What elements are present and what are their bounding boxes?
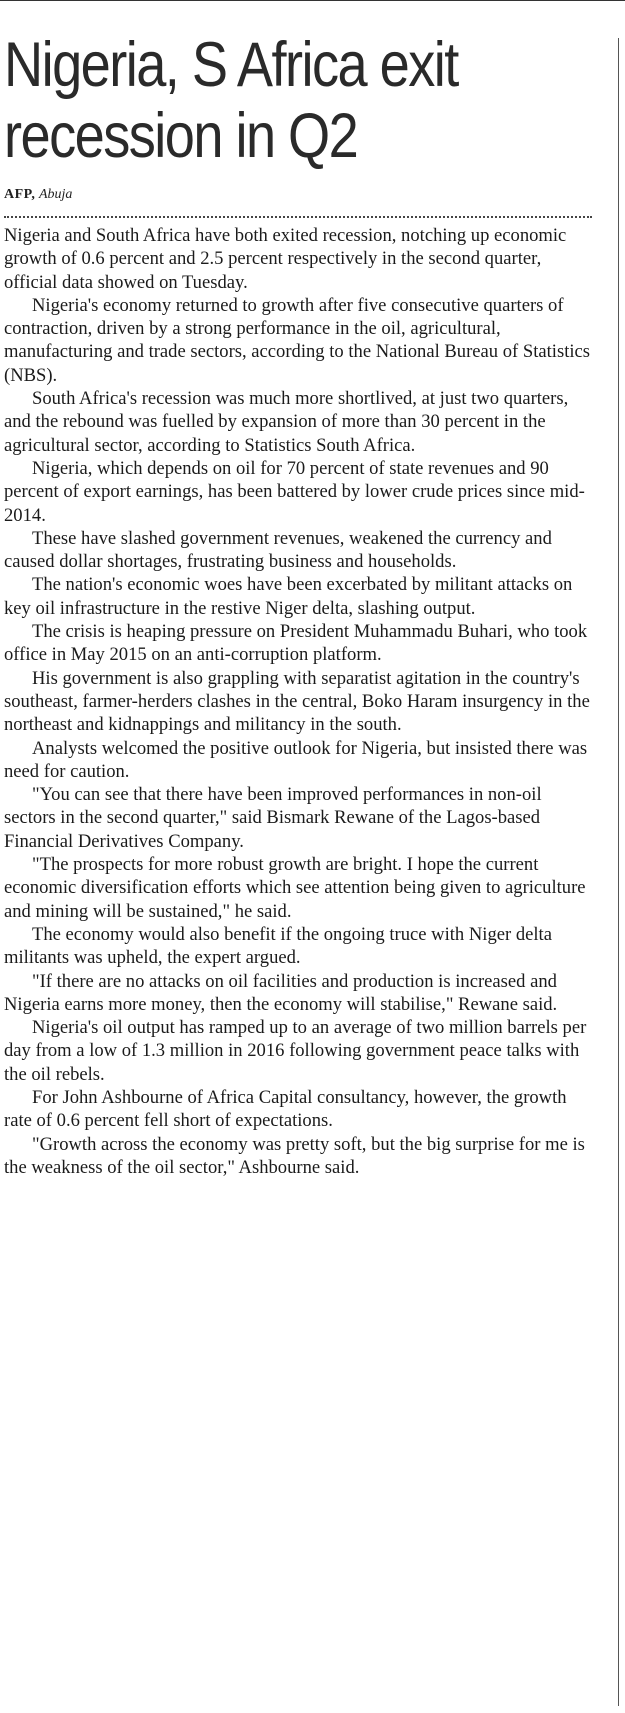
paragraph-4: Nigeria, which depends on oil for 70 percent of state revenues and 90 percent of export earnings, has been battered by lower crude prices since mid-2014.	[4, 457, 585, 526]
paragraph-8: His government is also grappling with separatist agitation in the country's southeast, farmer-herders clashes in the central, Boko Haram insurgency in the northeast and kidnappings and militancy in the south.	[4, 667, 590, 736]
dotted-divider	[4, 216, 592, 218]
headline	[4, 0, 510, 172]
paragraph-16: "Growth across the economy was pretty soft, but the big surprise for me is the weakness of the oil sector," Ashbourne said.	[4, 1133, 585, 1178]
paragraph-3: South Africa's recession was much more shortlived, at just two quarters, and the rebound was fuelled by expansion of more than 30 percent in the agricultural sector, according to Statistics South Africa.	[4, 388, 569, 456]
paragraph-12: The economy would also benefit if the ongoing truce with Niger delta militants was upheld, the expert argued.	[4, 923, 552, 969]
article-body	[4, 224, 592, 1179]
paragraph-5: These have slashed government revenues, weakened the currency and caused dollar shortages, frustrating business and households.	[4, 527, 552, 573]
paragraph-6: The nation's economic woes have been excerbated by militant attacks on key oil infrastructure in the restive Niger delta, slashing output.	[4, 574, 573, 619]
byline	[4, 186, 592, 204]
byline-place: Abuja	[38, 187, 73, 202]
paragraph-9: Analysts welcomed the positive outlook for Nigeria, but insisted there was need for caution.	[4, 737, 588, 782]
paragraph-7: The crisis is heaping pressure on President Muhammadu Buhari, who took office in May 2015 on an anti-corruption platform.	[4, 621, 588, 666]
paragraph-11: "The prospects for more robust growth are bright. I hope the current economic diversification efforts which see attention being given to agriculture and mining will be sustained," he said.	[4, 854, 586, 922]
paragraph-10: "You can see that there have been improved performances in non-oil sectors in the second quarter," said Bismark Rewane of the Lagos-based Financial Derivatives Company.	[4, 784, 542, 852]
column-rule	[618, 38, 619, 1706]
headline-line-1: Nigeria, S Africa exit	[4, 30, 458, 100]
byline-agency: AFP,	[4, 187, 36, 202]
paragraph-13: "If there are no attacks on oil facilities and production is increased and Nigeria earns more money, then the economy will stabilise," Rewane said.	[4, 970, 558, 1015]
headline-line-2: recession in Q2	[4, 101, 358, 171]
news-article	[4, 0, 592, 1179]
paragraph-14: Nigeria's oil output has ramped up to an average of two million barrels per day from a low of 1.3 million in 2016 following government peace talks with the oil rebels.	[4, 1017, 587, 1085]
paragraph-15: For John Ashbourne of Africa Capital consultancy, however, the growth rate of 0.6 percent fell short of expectations.	[4, 1086, 567, 1132]
paragraph-1: Nigeria and South Africa have both exited recession, notching up economic growth of 0.6 percent and 2.5 percent respectively in the second quarter, official data showed on Tuesday.	[4, 225, 567, 293]
paragraph-2: Nigeria's economy returned to growth after five consecutive quarters of contraction, driven by a strong performance in the oil, agricultural, manufacturing and trade sectors, according to the National Bureau of Statistics (NBS).	[4, 294, 591, 386]
